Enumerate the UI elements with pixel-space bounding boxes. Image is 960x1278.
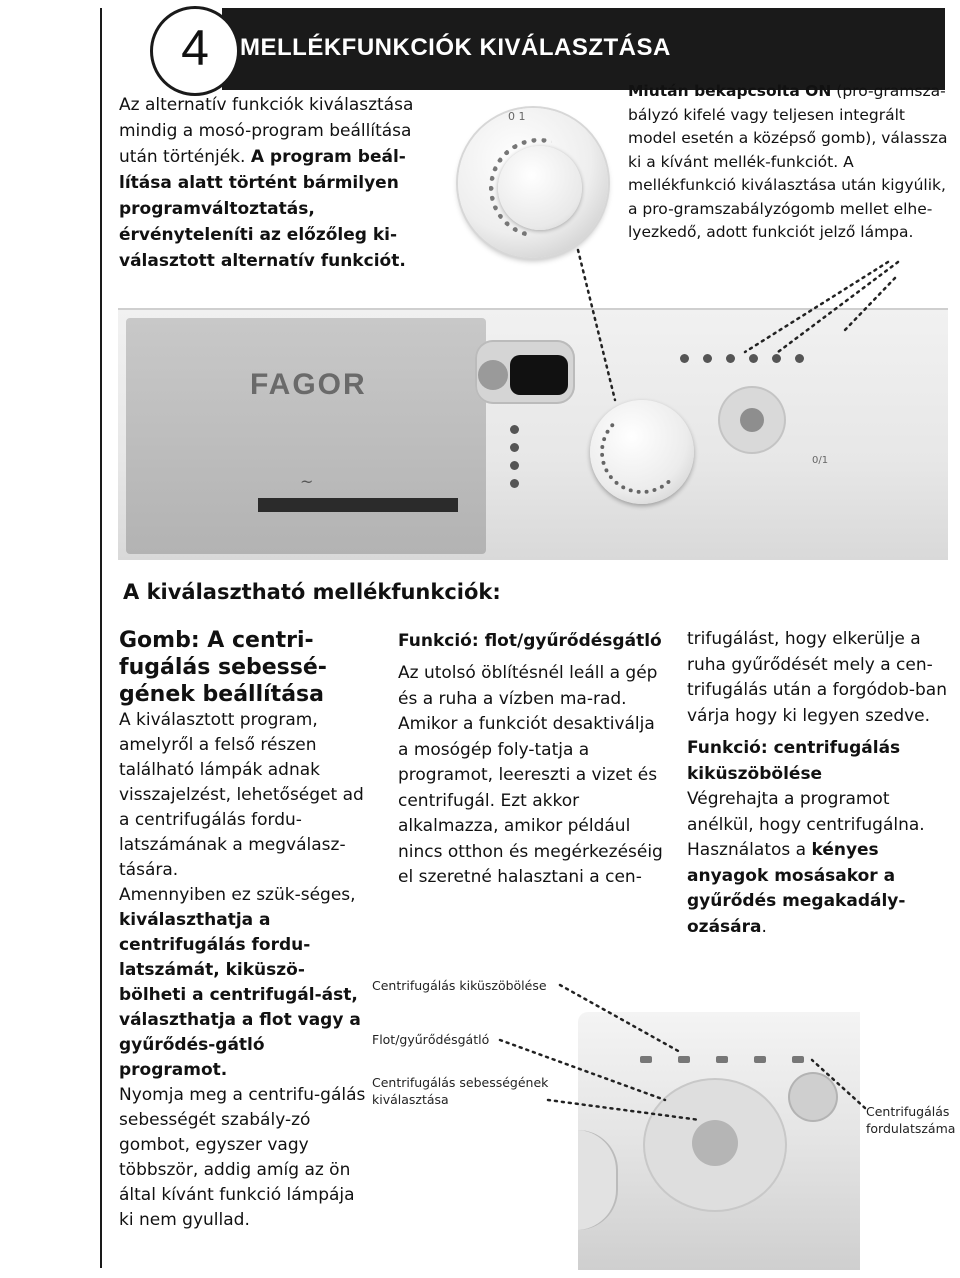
led (716, 1056, 728, 1063)
no-spin-plain: Végrehajta a programot anélkül, hogy centrifugálna. Használatos a (687, 789, 925, 860)
led (510, 425, 519, 434)
led (772, 354, 781, 363)
callout-spin-rpm: Centrifugálás fordulatszáma (866, 1104, 956, 1136)
intro-bold: A program beál-lítása alatt történt bármilyen programváltoztatás, érvényteleníti az előzőleg ki-választott alternatív funkciót. (119, 147, 406, 271)
callout-spin-speed: Centrifugálás sebességének kiválasztása (372, 1075, 549, 1107)
panel-knob-markings (600, 410, 684, 494)
spin-speed-p2 (119, 883, 369, 1083)
knob-label: 0 1 (508, 110, 526, 123)
led (510, 443, 519, 452)
led (703, 354, 712, 363)
led (510, 479, 519, 488)
no-spin-heading: Funkció: centrifugálás kiküszöbölése (687, 738, 901, 784)
desc-bold: Miután bekapcsolta ON (628, 82, 832, 100)
flot-body-continued: trifugálást, hogy elkerülje a ruha gyűrődését mely a cen-trifugálás után a forgódob-ban várja hogy ki legyen szedve. (687, 629, 947, 726)
model-script-logo: ~ (300, 472, 314, 491)
column-no-spin (687, 627, 949, 940)
led (510, 461, 519, 470)
top-led-row (680, 348, 818, 367)
spin-speed-heading: Gomb: A centri-fugálás sebessé-gének beállítása (119, 628, 327, 707)
spin-speed-p2-plain: Amennyiben ez szük-séges, (119, 885, 356, 905)
model-badge (258, 498, 458, 512)
brand-plate (126, 318, 486, 554)
detail-led-row (640, 1048, 830, 1067)
flot-heading: Funkció: flot/gyűrődésgátló (398, 631, 662, 651)
desc-plain: (pro-gramsza-bályzó kifelé vagy teljesen integrált model esetén a középső gomb), válassza ki a kívánt mellék-funkciót. A mellékfunkció kiválasztása után kigyúlik, a pro-gramszabályzógomb mellet elhe-lyezkedő, adott funkciót jelző lámpa. (628, 82, 948, 241)
led (640, 1056, 652, 1063)
spin-speed-p1: A kiválasztott program, amelyről a felső részen található lámpák adnak visszajelzést, lehetőséget ad a centrifugálás fordu-latszámának a megválasz-tására. (119, 710, 364, 880)
column-flot (398, 628, 668, 891)
led (726, 354, 735, 363)
page-title: MELLÉKFUNKCIÓK KIVÁLASZTÁSA (240, 34, 671, 61)
spin-speed-p2-bold: kiválaszthatja a centrifugálás fordu-latszámát, kiküszö-bölheti a centrifugál-ást, választhatja a flot vagy a gyűrődés-gátló programot. (119, 910, 361, 1080)
display-screen (510, 355, 568, 395)
spin-speed-p3: Nyomja meg a centrifu-gálás sebességét szabály-zó gombot, egyszer vagy többször, addig amíg az ön által kívánt funkció lámpája ki nem gyullad. (119, 1085, 366, 1230)
led (795, 354, 804, 363)
led (678, 1056, 690, 1063)
panel-button-center (740, 408, 764, 432)
led (680, 354, 689, 363)
left-rule (100, 8, 102, 1268)
led (754, 1056, 766, 1063)
knob-description (628, 80, 953, 245)
knob-center (498, 146, 582, 230)
callout-no-spin: Centrifugálás kiküszöbölése (372, 978, 547, 993)
display-button (478, 360, 508, 390)
led (749, 354, 758, 363)
detail-power-button (790, 1074, 836, 1120)
intro-plain: Az alternatív funkciók kiválasztása mindig a mosó-program beállítása után történjék. (119, 95, 414, 167)
panel-small-label: 0/1 (812, 455, 829, 466)
no-spin-end: . (761, 916, 767, 937)
led (792, 1056, 804, 1063)
column-spin-speed (119, 627, 369, 1233)
brand-logo: FAGOR (250, 368, 367, 401)
section-title: A kiválasztható mellékfunkciók: (123, 580, 501, 604)
no-spin-bold: kényes anyagok mosásakor a gyűrődés megakadály-ozására (687, 840, 906, 937)
section-number: 4 (181, 20, 209, 76)
side-led-column (510, 425, 524, 497)
intro-paragraph (119, 92, 419, 274)
detail-button-center (692, 1120, 738, 1166)
flot-body: Az utolsó öblítésnél leáll a gép és a ruha a vízben ma-rad. Amikor a funkciót desaktiválja a mosógép foly-tatja a programot, leereszti a vizet és centrifugál. Ezt akkor alkalmazza, amikor például nincs otthon és megérkezéséig el szeretné halasztani a cen- (398, 663, 663, 887)
callout-flot: Flot/gyűrődésgátló (372, 1032, 490, 1047)
no-spin-body (687, 787, 949, 940)
